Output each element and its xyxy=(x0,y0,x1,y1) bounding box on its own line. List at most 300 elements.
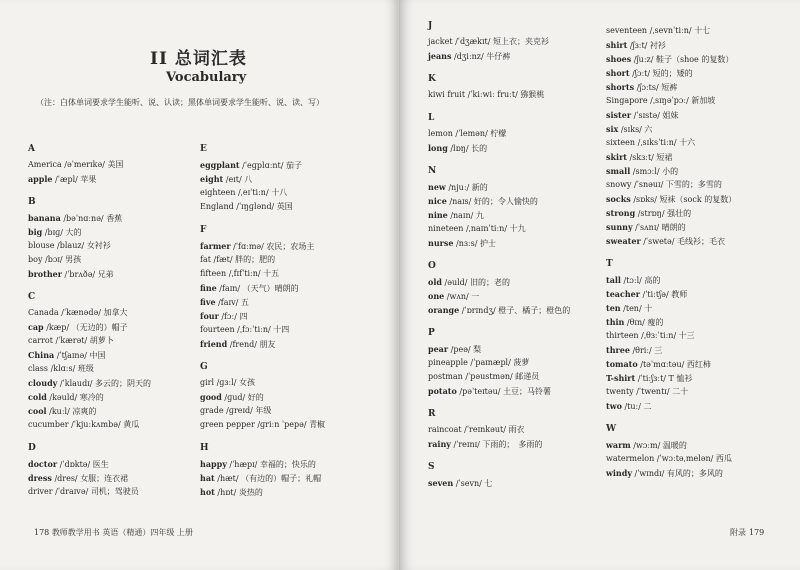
entry-word: fourteen xyxy=(200,325,235,334)
entry-word: snowy xyxy=(606,180,632,189)
entry-word: hot xyxy=(200,487,215,497)
entry-phonetic: /tɔːl/ xyxy=(623,276,642,285)
entry-meaning: 医生 xyxy=(92,460,109,469)
entry-word: raincoat xyxy=(428,425,462,434)
entry-meaning: 瘦的 xyxy=(647,318,664,327)
entry-meaning: 十四 xyxy=(273,325,290,334)
entry-meaning: 新加坡 xyxy=(691,96,716,105)
entry-word: banana xyxy=(28,213,61,223)
vocabulary-entry xyxy=(28,457,151,471)
entry-word: nice xyxy=(428,196,447,206)
vocabulary-entry xyxy=(28,390,151,404)
vocabulary-entry xyxy=(28,158,151,172)
vocabulary-note: （注：白体单词要求学生能听、说、认读；黑体单词要求学生能听、说、读、写） xyxy=(36,98,324,107)
entry-phonetic: /sɪks/ xyxy=(620,125,642,134)
entry-word: driver xyxy=(28,487,53,496)
entry-meaning: 十九 xyxy=(509,224,526,233)
entry-phonetic: /ˈkjuːkʌmbə/ xyxy=(71,420,121,429)
vocabulary-entry xyxy=(606,38,736,52)
right-column-1 xyxy=(428,20,570,490)
vocabulary-entry xyxy=(28,172,151,186)
entry-phonetic: /ˈdraɪvə/ xyxy=(55,487,89,496)
entry-meaning: 香蕉 xyxy=(106,214,123,223)
entry-meaning: 高的 xyxy=(644,276,661,285)
entry-word: pineapple xyxy=(428,358,468,367)
section-letter: L xyxy=(428,113,435,123)
entry-word: old xyxy=(428,277,442,287)
entry-meaning: 十八 xyxy=(271,188,288,197)
entry-word: pear xyxy=(428,344,449,354)
entry-phonetic: /pəˈteɪtəu/ xyxy=(459,387,501,396)
vocabulary-entry xyxy=(28,376,151,390)
entry-word: boy xyxy=(28,255,43,264)
vocabulary-entry xyxy=(200,457,325,471)
entry-meaning: 有风的；多风的 xyxy=(666,469,723,478)
section-letter: K xyxy=(428,74,436,84)
entry-meaning: 短裤 xyxy=(661,83,678,92)
entry-phonetic: /faɪv/ xyxy=(218,298,239,307)
entry-phonetic: /ˈdɒktə/ xyxy=(59,460,91,469)
entry-phonetic: /ˈpəustmən/ xyxy=(465,372,513,381)
entry-word: cold xyxy=(28,392,47,402)
vocabulary-entry xyxy=(28,253,151,267)
entry-phonetic: /ˈwɪndɪ/ xyxy=(634,469,665,478)
vocabulary-entry xyxy=(200,158,325,172)
vocabulary-entry xyxy=(606,371,736,385)
entry-meaning: 胖的；肥的 xyxy=(235,255,276,264)
entry-phonetic: /ˌfɪfˈtiːn/ xyxy=(228,269,261,278)
entry-meaning: 好的；令人愉快的 xyxy=(473,197,538,206)
vocabulary-entry xyxy=(428,180,570,194)
entry-word: tomato xyxy=(606,359,638,369)
entry-phonetic: /fæt/ xyxy=(213,255,233,264)
entry-meaning: 橙子、橘子；橙色的 xyxy=(498,306,571,315)
entry-word: happy xyxy=(200,459,227,469)
entry-word: shorts xyxy=(606,82,635,92)
vocabulary-entry xyxy=(606,192,736,206)
entry-word: thirteen xyxy=(606,331,639,340)
vocabulary-entry xyxy=(200,200,325,214)
entry-word: brother xyxy=(28,269,62,279)
entry-phonetic: /ˈɒrɪndʒ/ xyxy=(461,306,496,315)
vocabulary-entry xyxy=(428,423,570,437)
entry-word: three xyxy=(606,345,630,355)
entry-meaning: 梨 xyxy=(473,345,482,354)
entry-meaning: 雨衣 xyxy=(508,425,525,434)
entry-word: cucumber xyxy=(28,420,69,429)
entry-meaning: 炎热的 xyxy=(238,488,263,497)
section-letter: H xyxy=(200,443,209,453)
entry-phonetic: /ˈtiːʃɜːt/ xyxy=(637,374,666,383)
page-subtitle: Vocabulary xyxy=(166,70,247,85)
entry-phonetic: /hæt/ xyxy=(217,474,239,483)
entry-meaning: 五 xyxy=(240,298,249,307)
entry-word: long xyxy=(428,143,448,153)
vocabulary-entry xyxy=(200,172,325,186)
entry-phonetic: /tuː/ xyxy=(624,402,641,411)
entry-meaning: 姐妹 xyxy=(662,111,679,120)
entry-phonetic: /kəuld/ xyxy=(49,393,78,402)
vocabulary-entry xyxy=(606,234,736,248)
vocabulary-entry xyxy=(606,438,736,452)
entry-meaning: 十六 xyxy=(679,138,696,147)
vocabulary-entry xyxy=(200,485,325,499)
entry-word: class xyxy=(28,364,49,373)
entry-phonetic: /ˈswetə/ xyxy=(643,237,675,246)
vocabulary-entry xyxy=(428,476,570,490)
entry-phonetic: /təˈmɑːtəu/ xyxy=(640,360,685,369)
entry-meaning: 温暖的 xyxy=(662,441,687,450)
left-column-2 xyxy=(200,143,325,499)
entry-phonetic: /bəˈnɑːnə/ xyxy=(63,214,104,223)
entry-word: farmer xyxy=(200,241,231,251)
entry-phonetic: /ˌsevnˈtiːn/ xyxy=(649,26,692,35)
footer-label: 附录 xyxy=(730,528,746,537)
vocabulary-entry xyxy=(606,329,736,343)
entry-word: cool xyxy=(28,406,47,416)
entry-word: America xyxy=(28,160,62,169)
section-letter: W xyxy=(606,424,617,434)
entry-meaning: 鞋子（shoe 的复数） xyxy=(655,55,734,64)
entry-phonetic: /bɔɪ/ xyxy=(45,255,63,264)
vocabulary-entry xyxy=(606,385,736,399)
vocabulary-entry xyxy=(606,94,736,108)
entry-phonetic: /ˈfɑːmə/ xyxy=(233,242,264,251)
entry-word: England xyxy=(200,202,234,211)
entry-phonetic: /hɒt/ xyxy=(217,488,237,497)
entry-meaning: 二十 xyxy=(672,387,689,396)
entry-phonetic: /peə/ xyxy=(450,345,471,354)
entry-meaning: 女衬衫 xyxy=(86,241,111,250)
vocabulary-entry xyxy=(200,239,325,253)
page-number: 179 xyxy=(749,528,765,537)
section-letter: R xyxy=(428,409,436,419)
vocabulary-entry xyxy=(428,222,570,236)
entry-phonetic: /ʃuːz/ xyxy=(633,55,654,64)
entry-meaning: 七 xyxy=(484,479,493,488)
section-letter: F xyxy=(200,225,207,235)
entry-phonetic: /ˈtʃaɪnə/ xyxy=(56,351,87,360)
entry-phonetic: /θɪn/ xyxy=(626,318,645,327)
entry-phonetic: /ʃɔːts/ xyxy=(636,83,659,92)
vocabulary-entry xyxy=(200,267,325,281)
entry-meaning: 短袜（sock 的复数） xyxy=(659,195,737,204)
entry-word: teacher xyxy=(606,289,640,299)
entry-phonetic: /ˌθɜːˈtiːn/ xyxy=(641,331,677,340)
entry-word: nurse xyxy=(428,238,454,248)
vocabulary-entry xyxy=(428,342,570,356)
entry-meaning: 司机；驾驶员 xyxy=(90,487,139,496)
entry-phonetic: /ˈkænədə/ xyxy=(61,308,101,317)
entry-word: cloudy xyxy=(28,378,58,388)
entry-word: eggplant xyxy=(200,160,240,170)
vocabulary-entry xyxy=(28,404,151,418)
entry-meaning: 邮递员 xyxy=(515,372,540,381)
vocabulary-entry xyxy=(28,485,151,499)
vocabulary-entry xyxy=(606,452,736,466)
vocabulary-entry xyxy=(428,141,570,155)
entry-word: shoes xyxy=(606,54,632,64)
entry-word: four xyxy=(200,311,219,321)
entry-phonetic: /fɔː/ xyxy=(221,312,237,321)
entry-meaning: 二 xyxy=(643,402,652,411)
vocabulary-entry xyxy=(28,225,151,239)
entry-word: new xyxy=(428,182,446,192)
entry-phonetic: /əˈmerɪkə/ xyxy=(64,160,105,169)
vocabulary-entry xyxy=(606,315,736,329)
entry-word: shirt xyxy=(606,40,628,50)
entry-word: seven xyxy=(428,478,454,488)
entry-word: doctor xyxy=(28,459,58,469)
section-letter: S xyxy=(428,462,435,472)
vocabulary-entry xyxy=(606,122,736,136)
entry-meaning: 短的；矮的 xyxy=(652,69,693,78)
entry-phonetic: /ˈpaɪnæpl/ xyxy=(470,358,511,367)
entry-meaning: 十三 xyxy=(678,331,695,340)
vocabulary-entry xyxy=(200,281,325,295)
entry-phonetic: /θriː/ xyxy=(632,346,652,355)
vocabulary-entry xyxy=(606,24,736,38)
entry-meaning: 新的 xyxy=(471,183,488,192)
vocabulary-entry xyxy=(28,348,151,362)
vocabulary-entry xyxy=(606,164,736,178)
entry-meaning: 一 xyxy=(471,292,480,301)
vocabulary-entry xyxy=(28,320,151,334)
entry-phonetic: /ˌsɪksˈtiːn/ xyxy=(637,138,677,147)
entry-word: socks xyxy=(606,194,631,204)
vocabulary-entry xyxy=(606,399,736,413)
entry-meaning: 菠萝 xyxy=(513,358,530,367)
vocabulary-entry xyxy=(428,370,570,384)
entry-meaning: 毛线衫；毛衣 xyxy=(677,237,725,246)
entry-meaning: 中国 xyxy=(89,351,106,360)
page-title: II 总词汇表 xyxy=(150,49,247,69)
entry-phonetic: /ˈreɪnkəut/ xyxy=(464,425,506,434)
entry-word: sunny xyxy=(606,222,633,232)
entry-phonetic: /ʃɜːt/ xyxy=(629,41,648,50)
entry-phonetic: /ˈæpl/ xyxy=(55,175,78,184)
vocabulary-entry xyxy=(28,267,151,281)
section-letter: G xyxy=(200,362,208,372)
entry-phonetic: /eɪt/ xyxy=(225,175,242,184)
entry-phonetic: /ˌnaɪnˈtiːn/ xyxy=(465,224,508,233)
entry-meaning: 苹果 xyxy=(80,175,97,184)
vocabulary-entry xyxy=(606,287,736,301)
vocabulary-entry xyxy=(200,309,325,323)
section-letter: D xyxy=(28,443,36,453)
entry-meaning: 西瓜 xyxy=(715,454,732,463)
entry-meaning: 十七 xyxy=(694,26,711,35)
entry-meaning: （有边的）帽子；礼帽 xyxy=(241,474,322,483)
vocabulary-entry xyxy=(200,471,325,485)
entry-phonetic: /ˈdʒækɪt/ xyxy=(455,37,491,46)
entry-meaning: 小的 xyxy=(662,167,679,176)
vocabulary-entry xyxy=(428,275,570,289)
entry-phonetic: /ˈsɪstə/ xyxy=(633,111,660,120)
entry-word: five xyxy=(200,297,216,307)
vocabulary-entry xyxy=(606,52,736,66)
entry-meaning: 十五 xyxy=(263,269,280,278)
entry-word: girl xyxy=(200,378,215,387)
entry-word: orange xyxy=(428,305,460,315)
entry-meaning: 十 xyxy=(644,304,653,313)
entry-meaning: 年级 xyxy=(255,406,272,415)
section-letter: N xyxy=(428,166,437,176)
entry-word: nineteen xyxy=(428,224,464,233)
left-page-footer: 178 教师教学用书 英语（精通）四年级 上册 xyxy=(34,528,193,537)
entry-meaning: 护士 xyxy=(479,239,496,248)
entry-meaning: 六 xyxy=(644,125,653,134)
vocabulary-entry xyxy=(28,211,151,225)
entry-word: rainy xyxy=(428,439,451,449)
vocabulary-entry xyxy=(428,236,570,250)
entry-meaning: T 恤衫 xyxy=(668,374,693,383)
entry-word: strong xyxy=(606,208,636,218)
entry-phonetic: /blauz/ xyxy=(57,241,85,250)
entry-word: skirt xyxy=(606,152,627,162)
entry-meaning: 兄弟 xyxy=(97,270,114,279)
entry-meaning: 农民；农场主 xyxy=(266,242,315,251)
vocabulary-entry xyxy=(428,194,570,208)
entry-meaning: 短上衣；夹克衫 xyxy=(493,37,549,46)
entry-phonetic: /ʃɔːt/ xyxy=(632,69,651,78)
entry-meaning: 男孩 xyxy=(65,255,82,264)
vocabulary-entry xyxy=(28,418,151,432)
vocabulary-entry xyxy=(428,35,570,49)
entry-phonetic: /ˈeɡplɑːnt/ xyxy=(242,161,284,170)
entry-word: fifteen xyxy=(200,269,227,278)
entry-word: hat xyxy=(200,473,215,483)
entry-phonetic: /ɡud/ xyxy=(224,393,246,402)
entry-phonetic: /ˌsɪŋəˈpɔː/ xyxy=(650,96,689,105)
entry-word: T-shirt xyxy=(606,373,636,383)
entry-phonetic: /nɜːs/ xyxy=(456,239,478,248)
entry-phonetic: /ˈɪŋɡlənd/ xyxy=(236,202,275,211)
vocabulary-entry xyxy=(200,295,325,309)
entry-word: friend xyxy=(200,339,228,349)
section-letter: O xyxy=(428,261,436,271)
vocabulary-entry xyxy=(606,178,736,192)
vocabulary-entry xyxy=(200,404,325,418)
entry-word: eighteen xyxy=(200,188,236,197)
entry-word: twenty xyxy=(606,387,634,396)
vocabulary-entry xyxy=(28,334,151,348)
entry-meaning: 短裙 xyxy=(656,153,673,162)
vocabulary-entry xyxy=(428,384,570,398)
entry-word: windy xyxy=(606,468,632,478)
entry-meaning: 英国 xyxy=(276,202,293,211)
entry-meaning: 牛仔裤 xyxy=(486,52,511,61)
entry-word: apple xyxy=(28,174,53,184)
vocabulary-entry xyxy=(606,136,736,150)
entry-word: postman xyxy=(428,372,463,381)
entry-word: grade xyxy=(200,406,224,415)
entry-phonetic: /frend/ xyxy=(229,340,257,349)
entry-phonetic: /ˈreɪnɪ/ xyxy=(453,440,480,449)
entry-word: blouse xyxy=(28,241,55,250)
entry-phonetic: /faɪn/ xyxy=(219,284,241,293)
entry-word: two xyxy=(606,401,622,411)
entry-meaning: 朋友 xyxy=(259,340,276,349)
vocabulary-entry xyxy=(200,418,325,432)
entry-word: nine xyxy=(428,210,448,220)
right-page xyxy=(400,0,800,570)
entry-meaning: 晴朗的 xyxy=(661,223,686,232)
entry-meaning: 好的 xyxy=(247,393,264,402)
vocabulary-entry xyxy=(28,306,151,320)
entry-meaning: 多云的；阴天的 xyxy=(95,379,152,388)
entry-phonetic: /ˈsʌnɪ/ xyxy=(635,223,660,232)
section-letter: B xyxy=(28,197,36,207)
entry-word: six xyxy=(606,124,619,134)
section-letter: C xyxy=(28,292,36,302)
entry-word: tall xyxy=(606,275,621,285)
right-column-2 xyxy=(606,24,736,480)
entry-word: fine xyxy=(200,283,217,293)
entry-meaning: 女孩 xyxy=(239,378,255,387)
vocabulary-entry xyxy=(606,466,736,480)
entry-word: lemon xyxy=(428,129,453,138)
entry-word: sister xyxy=(606,110,632,120)
vocabulary-entry xyxy=(28,239,151,253)
entry-meaning: 柠檬 xyxy=(490,129,507,138)
entry-meaning: 加拿大 xyxy=(103,308,128,317)
entry-word: big xyxy=(28,227,43,237)
entry-phonetic: /ˌeɪˈtiːn/ xyxy=(237,188,269,197)
vocabulary-entry xyxy=(200,390,325,404)
entry-meaning: 幸福的；快乐的 xyxy=(259,460,316,469)
entry-phonetic: /dres/ xyxy=(54,474,78,483)
entry-phonetic: /ten/ xyxy=(623,304,642,313)
entry-phonetic: /skɜːt/ xyxy=(629,153,654,162)
entry-meaning: 八 xyxy=(244,175,253,184)
entry-word: jacket xyxy=(428,37,453,46)
entry-phonetic: /wɔːm/ xyxy=(633,441,661,450)
left-page xyxy=(0,0,399,570)
entry-phonetic: /lɒŋ/ xyxy=(450,144,469,153)
vocabulary-entry xyxy=(428,437,570,451)
entry-word: kiwi fruit xyxy=(428,90,466,99)
entry-meaning: 下雨的； 多雨的 xyxy=(482,440,543,449)
vocabulary-entry xyxy=(200,323,325,337)
entry-meaning: 四 xyxy=(239,312,248,321)
entry-word: good xyxy=(200,392,222,402)
entry-meaning: 三 xyxy=(654,346,663,355)
entry-word: eight xyxy=(200,174,224,184)
entry-phonetic: /njuː/ xyxy=(448,183,470,192)
vocabulary-entry xyxy=(606,150,736,164)
entry-meaning: 下雪的；多雪的 xyxy=(665,180,722,189)
entry-phonetic: /dʒiːnz/ xyxy=(454,52,484,61)
section-letter: J xyxy=(428,21,433,31)
entry-meaning: 长的 xyxy=(471,144,488,153)
entry-meaning: （天气）晴朗的 xyxy=(242,284,299,293)
vocabulary-entry xyxy=(606,206,736,220)
entry-phonetic: /ɡreɪd/ xyxy=(226,406,253,415)
entry-phonetic: /əuld/ xyxy=(444,278,468,287)
entry-word: Singapore xyxy=(606,96,648,105)
entry-word: potato xyxy=(428,386,457,396)
entry-meaning: 西红柿 xyxy=(686,360,711,369)
vocabulary-entry xyxy=(606,273,736,287)
entry-word: sweater xyxy=(606,236,641,246)
section-letter: A xyxy=(28,144,35,154)
section-letter: T xyxy=(606,259,613,269)
vocabulary-entry xyxy=(428,303,570,317)
vocabulary-entry xyxy=(606,108,736,122)
entry-meaning: 教师 xyxy=(671,290,688,299)
vocabulary-entry xyxy=(606,66,736,80)
